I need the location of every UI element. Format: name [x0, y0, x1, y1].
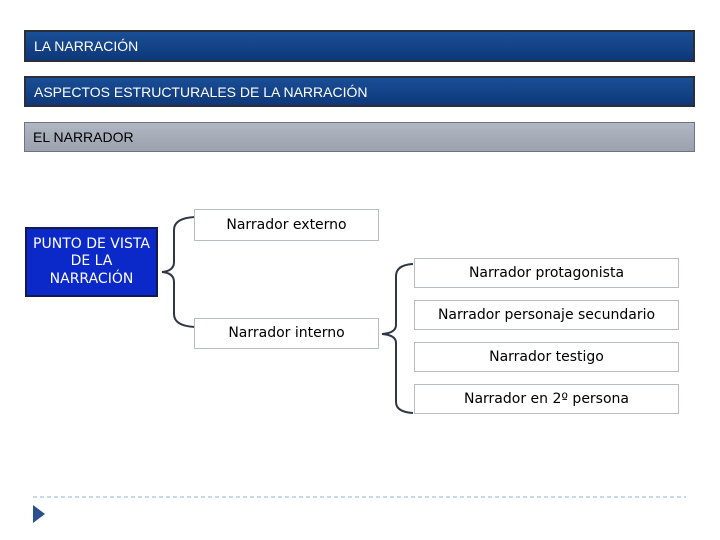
root-node-point-of-view	[25, 227, 158, 297]
node-second-person-narrator	[414, 384, 679, 414]
node-protagonist-narrator	[414, 258, 679, 288]
node-secondary-label: Narrador personaje secundario	[437, 307, 656, 323]
brace-root	[162, 217, 195, 327]
play-arrow-icon	[33, 505, 45, 523]
subtitle-text: ASPECTOS ESTRUCTURALES DE LA NARRACIÓN	[34, 83, 368, 100]
node-second-person-label: Narrador en 2º persona	[463, 391, 629, 407]
node-protagonist-label: Narrador protagonista	[468, 265, 625, 281]
section-text: EL NARRADOR	[33, 129, 134, 145]
node-external-label: Narrador externo	[226, 217, 347, 233]
root-node-label: PUNTO DE VISTA DE LA NARRACIÓN	[33, 235, 150, 287]
node-witness-label: Narrador testigo	[489, 349, 604, 365]
node-internal-label: Narrador interno	[228, 325, 345, 341]
title-text: LA NARRACIÓN	[34, 38, 139, 54]
node-internal-narrator	[194, 318, 379, 349]
node-witness-narrator	[414, 342, 679, 372]
node-secondary-narrator	[414, 300, 679, 330]
node-external-narrator	[194, 209, 379, 241]
brace-internal	[382, 264, 413, 413]
